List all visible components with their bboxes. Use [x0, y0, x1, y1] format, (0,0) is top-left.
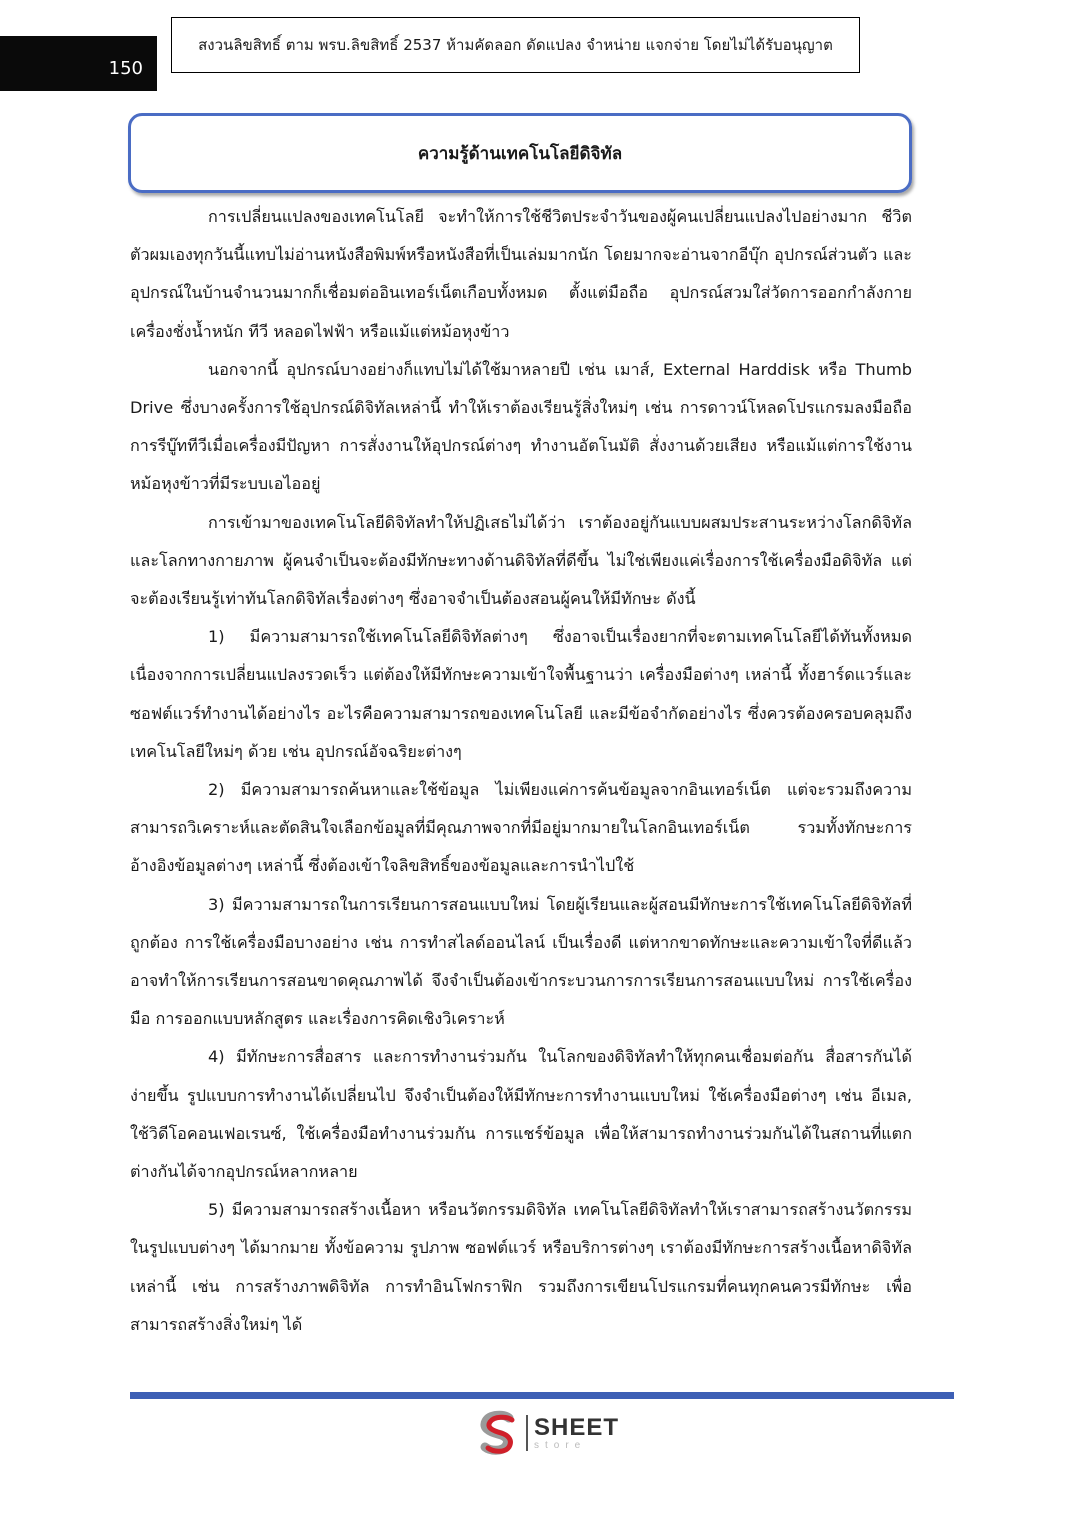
- paragraph-skill-5: 5) มีความสามารถสร้างเนื้อหา หรือนวัตกรรมดิจิทัล เทคโนโลยีดิจิทัลทำให้เราสามารถสร้างนวัตกรรมในรูปแบบต่างๆ ได้มากมาย ทั้งข้อความ รูปภาพ ซอฟต์แวร์ หรือบริการต่างๆ เราต้องมีทักษะการสร้างเนื้อหาดิจิทัลเหล่านี้ เช่น การสร้างภาพดิจิทัล การทำอินโฟกราฟิก รวมถึงการเขียนโปรแกรมที่คนทุกคนควรมีทักษะ เพื่อสามารถสร้างสิ่งใหม่ๆ ได้: [130, 1200, 912, 1334]
- logo-wordmark: [534, 1413, 620, 1451]
- logo-sub-text: store: [534, 1439, 587, 1451]
- paragraph-skills-intro: การเข้ามาของเทคโนโลยีดิจิทัลทำให้ปฏิเสธไม่ได้ว่า เราต้องอยู่กันแบบผสมประสานระหว่างโลกดิจิทัลและโลกทางกายภาพ ผู้คนจำเป็นจะต้องมีทักษะทางด้านดิจิทัลที่ดีขึ้น ไม่ใช่เพียงแค่เรื่องการใช้เครื่องมือดิจิทัล แต่จะต้องเรียนรู้เท่าทันโลกดิจิทัลเรื่องต่างๆ ซึ่งอาจจำเป็นต้องสอนผู้คนให้มีทักษะ ดังนี้: [130, 512, 912, 609]
- sheet-store-logo: [476, 1408, 619, 1458]
- page-number: 150: [108, 58, 143, 79]
- page-number-box: [0, 36, 157, 91]
- section-title-box: [128, 113, 912, 193]
- paragraph-devices: นอกจากนี้ อุปกรณ์บางอย่างก็แทบไม่ได้ใช้มาหลายปี เช่น เมาส์, External Harddisk หรือ Thumb Drive ซึ่งบางครั้งการใช้อุปกรณ์ดิจิทัลเหล่านี้ ทำให้เราต้องเรียนรู้สิ่งใหม่ๆ เช่น การดาวน์โหลดโปรแกรมลงมือถือ การรีบู๊ททีวีเมื่อเครื่องมีปัญหา การสั่งงานให้อุปกรณ์ต่างๆ ทำงานอัตโนมัติ สั่งงานด้วยเสียง หรือแม้แต่การใช้งานหม้อหุงข้าวที่มีระบบเอไออยู่: [130, 359, 912, 494]
- paragraph-skill-3: 3) มีความสามารถในการเรียนการสอนแบบใหม่ โดยผู้เรียนและผู้สอนมีทักษะการใช้เทคโนโลยีดิจิทัลที่ถูกต้อง การใช้เครื่องมือบางอย่าง เช่น การทำสไลด์ออนไลน์ เป็นเรื่องดี แต่หากขาดทักษะและความเข้าใจที่ดีแล้วอาจทำให้การเรียนการสอนขาดคุณภาพได้ จึงจำเป็นต้องเข้ากระบวนการการเรียนการสอนแบบใหม่ การใช้เครื่องมือ การออกแบบหลักสูตร และเรื่องการคิดเชิงวิเคราะห์: [130, 894, 912, 1029]
- footer-rule: [130, 1392, 954, 1399]
- sheet-logo-icon: [476, 1410, 522, 1456]
- body-text: [130, 198, 912, 1344]
- section-title: ความรู้ด้านเทคโนโลยีดิจิทัล: [417, 143, 623, 164]
- copyright-notice: สงวนลิขสิทธิ์ ตาม พรบ.ลิขสิทธิ์ 2537 ห้ามคัดลอก ดัดแปลง จำหน่าย แจกจ่าย โดยไม่ได้รับอนุญาต: [198, 36, 833, 54]
- paragraph-skill-2: 2) มีความสามารถค้นหาและใช้ข้อมูล ไม่เพียงแค่การค้นข้อมูลจากอินเทอร์เน็ต แต่จะรวมถึงความสามารถวิเคราะห์และตัดสินใจเลือกข้อมูลที่มีคุณภาพจากที่มีอยู่มากมายในโลกอินเทอร์เน็ต รวมทั้งทักษะการอ้างอิงข้อมูลต่างๆ เหล่านี้ ซึ่งต้องเข้าใจลิขสิทธิ์ของข้อมูลและการนำไปใช้: [130, 780, 912, 876]
- paragraph-intro: การเปลี่ยนแปลงของเทคโนโลยี จะทำให้การใช้ชีวิตประจำวันของผู้คนเปลี่ยนแปลงไปอย่างมาก ชีวิตตัวผมเองทุกวันนี้แทบไม่อ่านหนังสือพิมพ์หรือหนังสือที่เป็นเล่มมากนัก โดยมากจะอ่านจากอีบุ๊ก อุปกรณ์ส่วนตัว และอุปกรณ์ในบ้านจำนวนมากก็เชื่อมต่ออินเทอร์เน็ตเกือบทั้งหมด ตั้งแต่มือถือ อุปกรณ์สวมใส่วัดการออกกำลังกาย เครื่องชั่งน้ำหนัก ทีวี หลอดไฟฟ้า หรือแม้แต่หม้อหุงข้าว: [130, 207, 912, 341]
- paragraph-skill-1: 1) มีความสามารถใช้เทคโนโลยีดิจิทัลต่างๆ ซึ่งอาจเป็นเรื่องยากที่จะตามเทคโนโลยีได้ทันทั้งหมด เนื่องจากการเปลี่ยนแปลงรวดเร็ว แต่ต้องให้มีทักษะความเข้าใจพื้นฐานว่า เครื่องมือต่างๆ เหล่านี้ ทั้งฮาร์ดแวร์และซอฟต์แวร์ทำงานได้อย่างไร อะไรคือความสามารถของเทคโนโลยี และมีข้อจำกัดอย่างไร ซึ่งควรต้องครอบคลุมถึงเทคโนโลยีใหม่ๆ ด้วย เช่น อุปกรณ์อัจฉริยะต่างๆ: [130, 627, 912, 761]
- logo-divider: [526, 1415, 528, 1451]
- logo-main-text: SHEET: [534, 1413, 620, 1441]
- copyright-header: [171, 17, 860, 73]
- paragraph-skill-4: 4) มีทักษะการสื่อสาร และการทำงานร่วมกัน ในโลกของดิจิทัลทำให้ทุกคนเชื่อมต่อกัน สื่อสารกันได้ง่ายขึ้น รูปแบบการทำงานได้เปลี่ยนไป จึงจำเป็นต้องให้มีทักษะการทำงานแบบใหม่ ใช้เครื่องมือต่างๆ เช่น อีเมล, ใช้วิดีโอคอนเฟอเรนซ์, ใช้เครื่องมือทำงานร่วมกัน การแชร์ข้อมูล เพื่อให้สามารถทำงานร่วมกันได้ในสถานที่แตกต่างกันได้จากอุปกรณ์หลากหลาย: [130, 1047, 912, 1182]
